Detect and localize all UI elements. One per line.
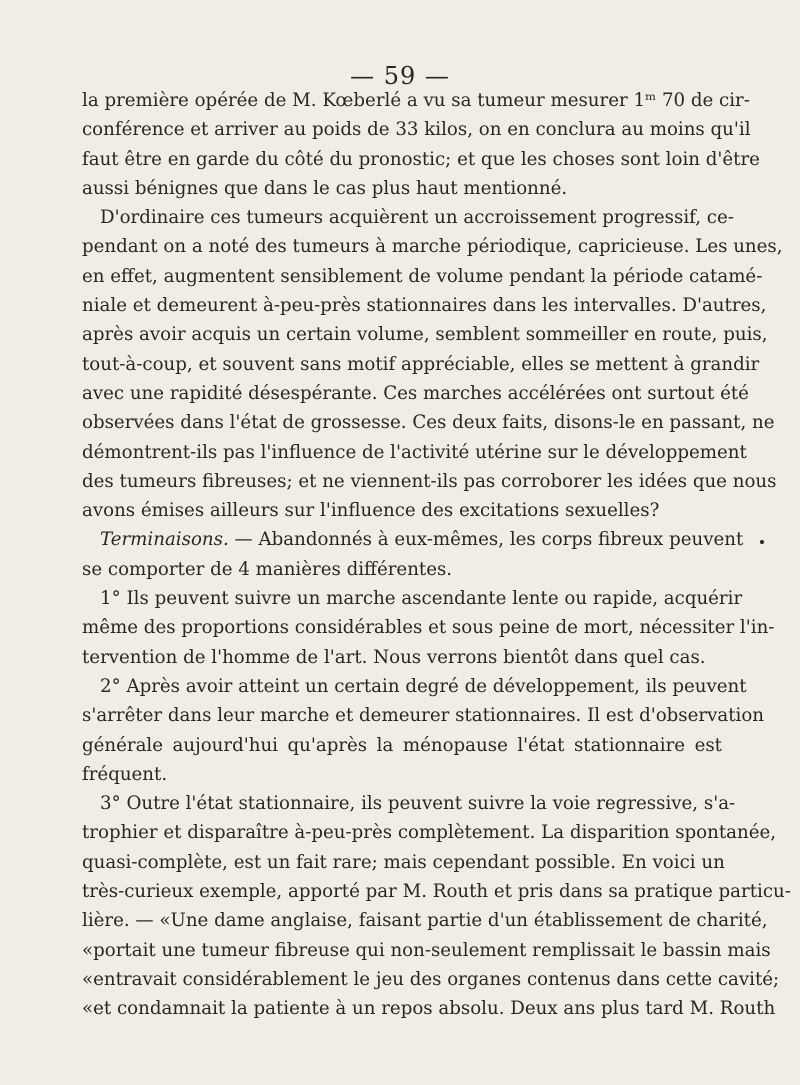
text-line: après avoir acquis un certain volume, semblent sommeiller en route, puis, [82, 324, 768, 346]
text-line: observées dans l'état de grossesse. Ces deux faits, disons-le en passant, ne [82, 412, 775, 434]
text-line: lière. — «Une dame anglaise, faisant partie d'un établissement de charité, [82, 910, 768, 932]
text-line: démontrent-ils pas l'influence de l'activité utérine sur le développement [82, 441, 747, 463]
text-line: très-curieux exemple, apporté par M. Routh et pris dans sa pratique particu- [82, 881, 791, 903]
text-line: conférence et arriver au poids de 33 kilos, on en conclura au moins qu'il [82, 119, 751, 141]
text-line: avec une rapidité désespérante. Ces marches accélérées ont surtout été [82, 382, 749, 404]
text-line: 1° Ils peuvent suivre un marche ascendante lente ou rapide, acquérir [100, 588, 743, 610]
text-line: des tumeurs fibreuses; et ne viennent-ils pas corroborer les idées que nous [82, 470, 777, 492]
margin-mark [760, 540, 764, 544]
text-line: quasi-complète, est un fait rare; mais cependant possible. En voici un [82, 851, 725, 873]
text-line: tervention de l'homme de l'art. Nous verrons bientôt dans quel cas. [82, 646, 706, 668]
text-line: fréquent. [82, 763, 168, 785]
text-line: «entravait considérablement le jeu des organes contenus dans cette cavité; [82, 968, 780, 990]
text-line: «et condamnait la patiente à un repos absolu. Deux ans plus tard M. Routh [82, 998, 776, 1020]
text-line: 3° Outre l'état stationnaire, ils peuvent suivre la voie regressive, s'a- [100, 793, 736, 815]
text-line: générale aujourd'hui qu'après la ménopause l'état stationnaire est [82, 734, 722, 756]
text-line: en effet, augmentent sensiblement de volume pendant la période catamé- [82, 265, 763, 287]
text-line: la première opérée de M. Kœberlé a vu sa tumeur mesurer 1ᵐ 70 de cir- [82, 90, 750, 111]
body-text [82, 86, 791, 1024]
text-line: trophier et disparaître à-peu-près complètement. La disparition spontanée, [82, 822, 777, 844]
text-line: avons émises ailleurs sur l'influence des excitations sexuelles? [82, 500, 660, 522]
page-number: — 59 — [350, 62, 450, 90]
text-line: — Abandonnés à eux-mêmes, les corps fibreux peuvent [234, 529, 744, 551]
text-line: 2° Après avoir atteint un certain degré de développement, ils peuvent [100, 675, 747, 697]
text-line: même des proportions considérables et sous peine de mort, nécessiter l'in- [82, 617, 775, 639]
text-line: s'arrêter dans leur marche et demeurer stationnaires. Il est d'observation [82, 705, 765, 727]
text-line: D'ordinaire ces tumeurs acquièrent un accroissement progressif, ce- [100, 207, 734, 229]
text-line: «portait une tumeur fibreuse qui non-seulement remplissait le bassin mais [82, 939, 771, 961]
text-line: faut être en garde du côté du pronostic; et que les choses sont loin d'être [82, 148, 760, 170]
text-line: niale et demeurent à-peu-près stationnaires dans les intervalles. D'autres, [82, 295, 767, 317]
terminaisons-line [82, 525, 744, 554]
text-line: aussi bénignes que dans le cas plus haut mentionné. [82, 177, 568, 199]
section-heading: Terminaisons. [100, 529, 229, 551]
text-line: pendant on a noté des tumeurs à marche périodique, capricieuse. Les unes, [82, 236, 783, 258]
text-line: se comporter de 4 manières différentes. [82, 558, 453, 580]
text-line: tout-à-coup, et souvent sans motif appréciable, elles se mettent à grandir [82, 353, 760, 375]
